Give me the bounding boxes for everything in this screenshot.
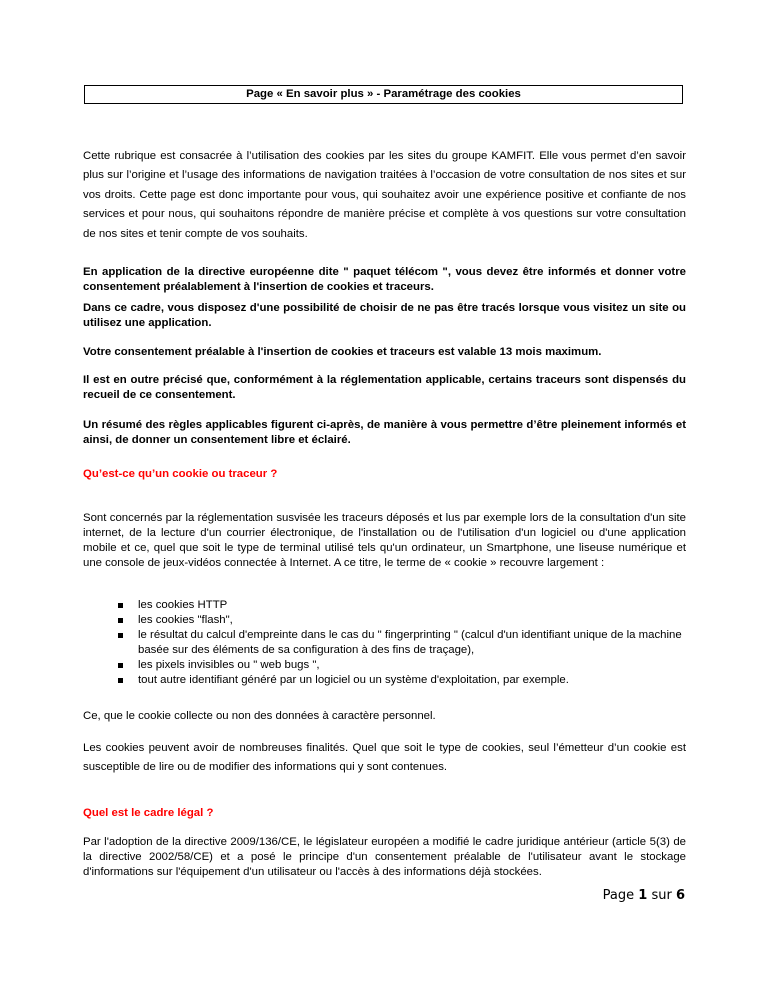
list-item: les cookies HTTP [118,598,686,613]
cookie-types-list [118,598,686,688]
intro-paragraph: Cette rubrique est consacrée à l’utilisation des cookies par les sites du groupe KAMFIT. Elle vous permet d’en savoir plus sur l’origine et l’usage des informations de navigation traitées à l’occasion de votre consultation de nos sites et sur vos droits. Cette page est donc importante pour vous, qui souhaitez avoir une expérience positive et confiante de nos services et pour nous, qui souhaitons répondre de manière précise et complète à vos questions sur votre consultation de nos sites et tenir compte de vos souhaits. [83,150,686,240]
section-paragraph-cookie: Sont concernés par la réglementation susvisée les traceurs déposés et lus par exemple lors de la consultation d'un site internet, de la lecture d'un courrier électronique, de l'installation ou de l'utilisation d'un logiciel ou d'une application mobile et ce, quel que soit le type de terminal utilisé tels qu'un ordinateur, un Smartphone, une liseuse numérique et une console de jeux-vidéos connectée à Internet. A ce titre, le terme de « cookie » recouvre largement : [83,512,686,569]
page-current: 1 [638,888,648,903]
bold-paragraph-1: En application de la directive européenne dite " paquet télécom ", vous devez être informés et donner votre consentement préalablement à l'insertion de cookies et traceurs. [83,266,686,293]
section-heading-cookie: Qu’est-ce qu’un cookie ou traceur ? [83,468,278,480]
section-paragraph-legal: Par l'adoption de la directive 2009/136/CE, le législateur européen a modifié le cadre juridique antérieur (article 5(3) de la directive 2002/58/CE) et a posé le principe d'un consentement préalable de l'utilisateur avant le stockage d'informations sur l'équipement d'un utilisateur ou l'accès à des informations déjà stockées. [83,836,686,878]
bold-paragraph-2: Dans ce cadre, vous disposez d'une possibilité de choisir de ne pas être tracés lorsque vous visitez un site ou utilisez une application. [83,302,686,329]
page-sep: sur [651,888,672,903]
bold-paragraph-5: Un résumé des règles applicables figurent ci-après, de manière à vous permettre d’être pleinement informés et ainsi, de donner un consentement libre et éclairé. [83,419,686,446]
list-item: tout autre identifiant généré par un logiciel ou un système d'exploitation, par exemple. [118,673,686,688]
list-item: les pixels invisibles ou " web bugs ", [118,658,686,673]
list-item: le résultat du calcul d'empreinte dans le cas du " fingerprinting " (calcul d'un identifiant unique de la machine basée sur des éléments de sa configuration à des fins de traçage), [118,628,686,658]
page-title: Page « En savoir plus » - Paramétrage des cookies [84,85,683,104]
section-heading-legal: Quel est le cadre légal ? [83,807,214,819]
page-label: Page [602,888,635,903]
page-number [603,888,685,903]
page-total: 6 [675,888,685,903]
section-paragraph-purposes: Les cookies peuvent avoir de nombreuses finalités. Quel que soit le type de cookies, seul l’émetteur d’un cookie est susceptible de lire ou de modifier des informations qui y sont contenues. [83,742,686,773]
section-paragraph-personal-data: Ce, que le cookie collecte ou non des données à caractère personnel. [83,710,436,722]
bold-paragraph-3: Votre consentement préalable à l'insertion de cookies et traceurs est valable 13 mois maximum. [83,346,602,358]
bold-paragraph-4: Il est en outre précisé que, conformément à la réglementation applicable, certains traceurs sont dispensés du recueil de ce consentement. [83,374,686,401]
list-item: les cookies "flash", [118,613,686,628]
